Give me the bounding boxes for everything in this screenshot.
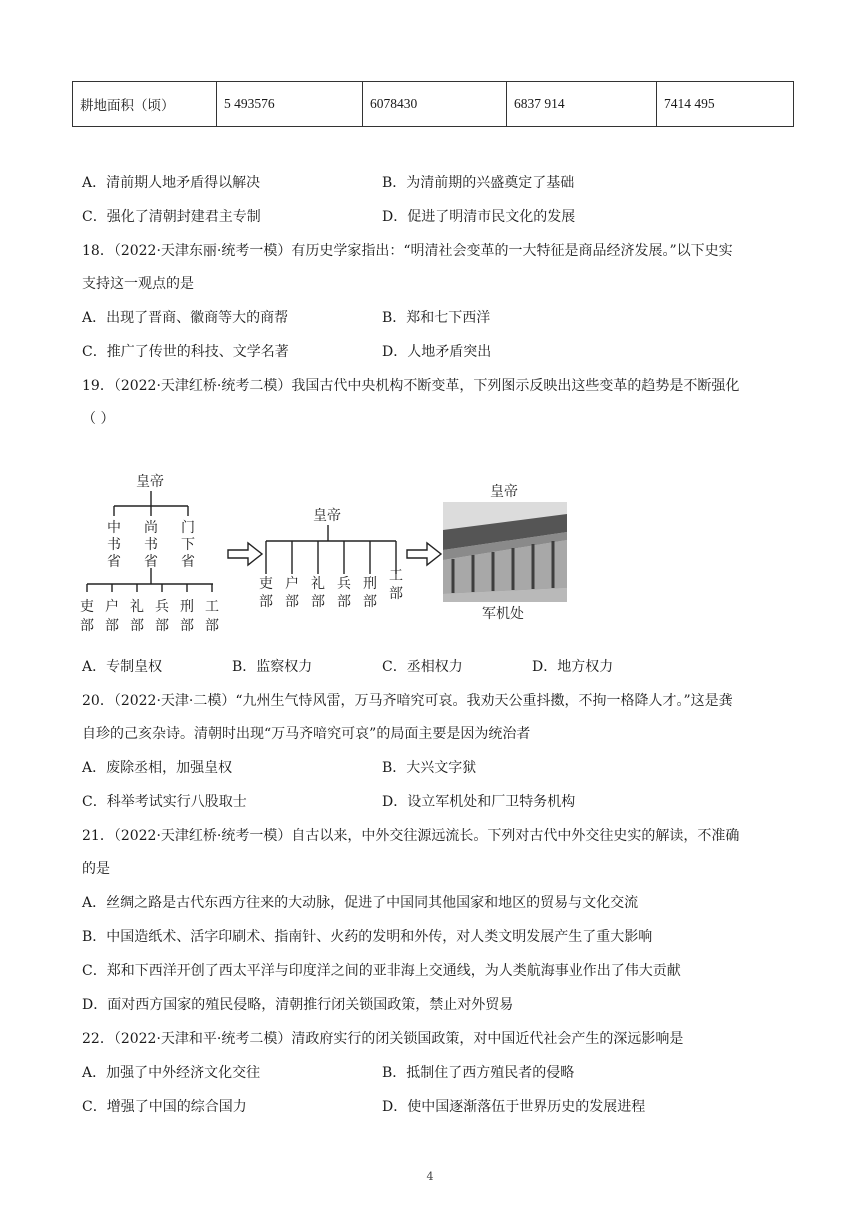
svg-text:部: 部 — [80, 618, 94, 634]
dept-menxia-1: 门 — [181, 520, 195, 536]
svg-text:工: 工 — [389, 568, 403, 584]
svg-text:部: 部 — [180, 618, 194, 634]
dept-menxia-2: 下 — [181, 537, 195, 553]
svg-text:兵: 兵 — [155, 599, 169, 615]
q18-option-b: B．郑和七下西洋 — [382, 310, 491, 326]
svg-text:部: 部 — [311, 594, 325, 610]
q21-stem-cont: 的是 — [82, 861, 110, 877]
svg-text:吏: 吏 — [80, 599, 94, 615]
svg-text:刑: 刑 — [363, 576, 377, 592]
q18-stem: 18．（2022·天津东丽·统考一模）有历史学家指出：“明清社会变革的一大特征是商品经济发展。”以下史实 — [82, 243, 733, 259]
liubu-labels-left — [80, 598, 219, 634]
emperor-label-3: 皇帝 — [490, 484, 518, 500]
svg-text:户: 户 — [285, 576, 299, 592]
q18-option-a: A．出现了晋商、徽商等大的商帮 — [82, 310, 289, 326]
junjichu-label: 军机处 — [482, 606, 524, 622]
q21-option-d: D．面对西方国家的殖民侵略，清朝推行闭关锁国政策，禁止对外贸易 — [82, 997, 514, 1013]
q19-option-b: B．监察权力 — [232, 659, 313, 675]
q22-option-c: C．增强了中国的综合国力 — [82, 1099, 247, 1115]
farmland-table — [72, 81, 794, 127]
q17-option-b: B．为清前期的兴盛奠定了基础 — [382, 175, 575, 191]
q19-option-c: C．丞相权力 — [382, 659, 463, 675]
svg-text:工: 工 — [205, 599, 219, 615]
q17-option-c: C．强化了清朝封建君主专制 — [82, 209, 261, 225]
sansheng-labels — [107, 519, 195, 570]
svg-text:部: 部 — [155, 618, 169, 634]
svg-text:部: 部 — [285, 594, 299, 610]
q17-option-a: A．清前期人地矛盾得以解决 — [82, 175, 261, 191]
q19-option-a: A．专制皇权 — [82, 659, 163, 675]
emperor-label-2: 皇帝 — [313, 508, 341, 524]
q21-option-a: A．丝绸之路是古代东西方往来的大动脉，促进了中国同其他国家和地区的贸易与文化交流 — [82, 895, 639, 911]
emperor-label: 皇帝 — [136, 474, 164, 490]
q22-option-d: D．使中国逐渐落伍于世界历史的发展进程 — [382, 1099, 646, 1115]
q21-option-c: C．郑和下西洋开创了西太平洋与印度洋之间的亚非海上交通线，为人类航海事业作出了伟大贡献 — [82, 963, 681, 979]
svg-text:部: 部 — [130, 618, 144, 634]
q18-option-c: C．推广了传世的科技、文学名著 — [82, 344, 289, 360]
dept-zhongshu-2: 书 — [107, 537, 121, 553]
q22-option-a: A．加强了中外经济文化交往 — [82, 1065, 261, 1081]
q17-option-d: D．促进了明清市民文化的发展 — [382, 209, 576, 225]
table-cell: 5 493576 — [217, 82, 363, 127]
q20-option-d: D．设立军机处和厂卫特务机构 — [382, 794, 576, 810]
table-cell: 6078430 — [363, 82, 507, 127]
q18-option-d: D．人地矛盾突出 — [382, 344, 492, 360]
svg-text:礼: 礼 — [130, 599, 144, 615]
q21-stem: 21．（2022·天津红桥·统考一模）自古以来，中外交往源远流长。下列对古代中外交往史实的解读，不准确 — [82, 828, 740, 844]
svg-text:部: 部 — [389, 586, 403, 602]
junjichu-photo — [443, 502, 567, 602]
svg-text:兵: 兵 — [337, 576, 351, 592]
svg-text:部: 部 — [337, 594, 351, 610]
svg-text:部: 部 — [105, 618, 119, 634]
table-cell: 6837 914 — [507, 82, 657, 127]
q19-stem: 19．（2022·天津红桥·统考二模）我国古代中央机构不断变革，下列图示反映出这些变革的趋势是不断强化 — [82, 378, 740, 394]
svg-text:户: 户 — [105, 599, 119, 615]
svg-text:刑: 刑 — [180, 599, 194, 615]
q20-stem-cont: 自珍的己亥杂诗。清朝时出现“万马齐喑究可哀”的局面主要是因为统治者 — [82, 726, 531, 742]
q19-stem-cont: （ ） — [82, 411, 115, 427]
q20-stem: 20．（2022·天津·二模）“九州生气恃风雷，万马齐喑究可哀。我劝天公重抖擞，不拘一格降人才。”这是龚 — [82, 693, 733, 709]
svg-text:部: 部 — [363, 594, 377, 610]
svg-text:礼: 礼 — [311, 576, 325, 592]
q22-stem: 22．（2022·天津和平·统考二模）清政府实行的闭关锁国政策，对中国近代社会产生的深远影响是 — [82, 1031, 684, 1047]
q21-option-b: B．中国造纸术、活字印刷术、指南针、火药的发明和外传，对人类文明发展产生了重大影响 — [82, 929, 653, 945]
q20-option-c: C．科举考试实行八股取士 — [82, 794, 247, 810]
dept-menxia-3: 省 — [181, 554, 195, 570]
dept-zhongshu-1: 中 — [107, 520, 121, 536]
q18-stem-cont: 支持这一观点的是 — [82, 276, 194, 292]
q20-option-b: B．大兴文字狱 — [382, 760, 477, 776]
dept-zhongshu-3: 省 — [107, 554, 121, 570]
q22-option-b: B．抵制住了西方殖民者的侵略 — [382, 1065, 575, 1081]
table-row — [73, 82, 794, 127]
q19-option-d: D．地方权力 — [532, 659, 614, 675]
dept-shangshu-3: 省 — [144, 554, 158, 570]
svg-text:吏: 吏 — [259, 576, 273, 592]
dept-shangshu-1: 尚 — [144, 520, 158, 536]
svg-text:部: 部 — [259, 594, 273, 610]
dept-shangshu-2: 书 — [144, 537, 158, 553]
page-number: 4 — [426, 1170, 434, 1183]
table-cell: 耕地面积（顷） — [73, 82, 217, 127]
q20-option-a: A．废除丞相，加强皇权 — [82, 760, 233, 776]
liubu-labels-middle — [259, 568, 403, 610]
table-cell: 7414 495 — [657, 82, 794, 127]
svg-text:部: 部 — [205, 618, 219, 634]
